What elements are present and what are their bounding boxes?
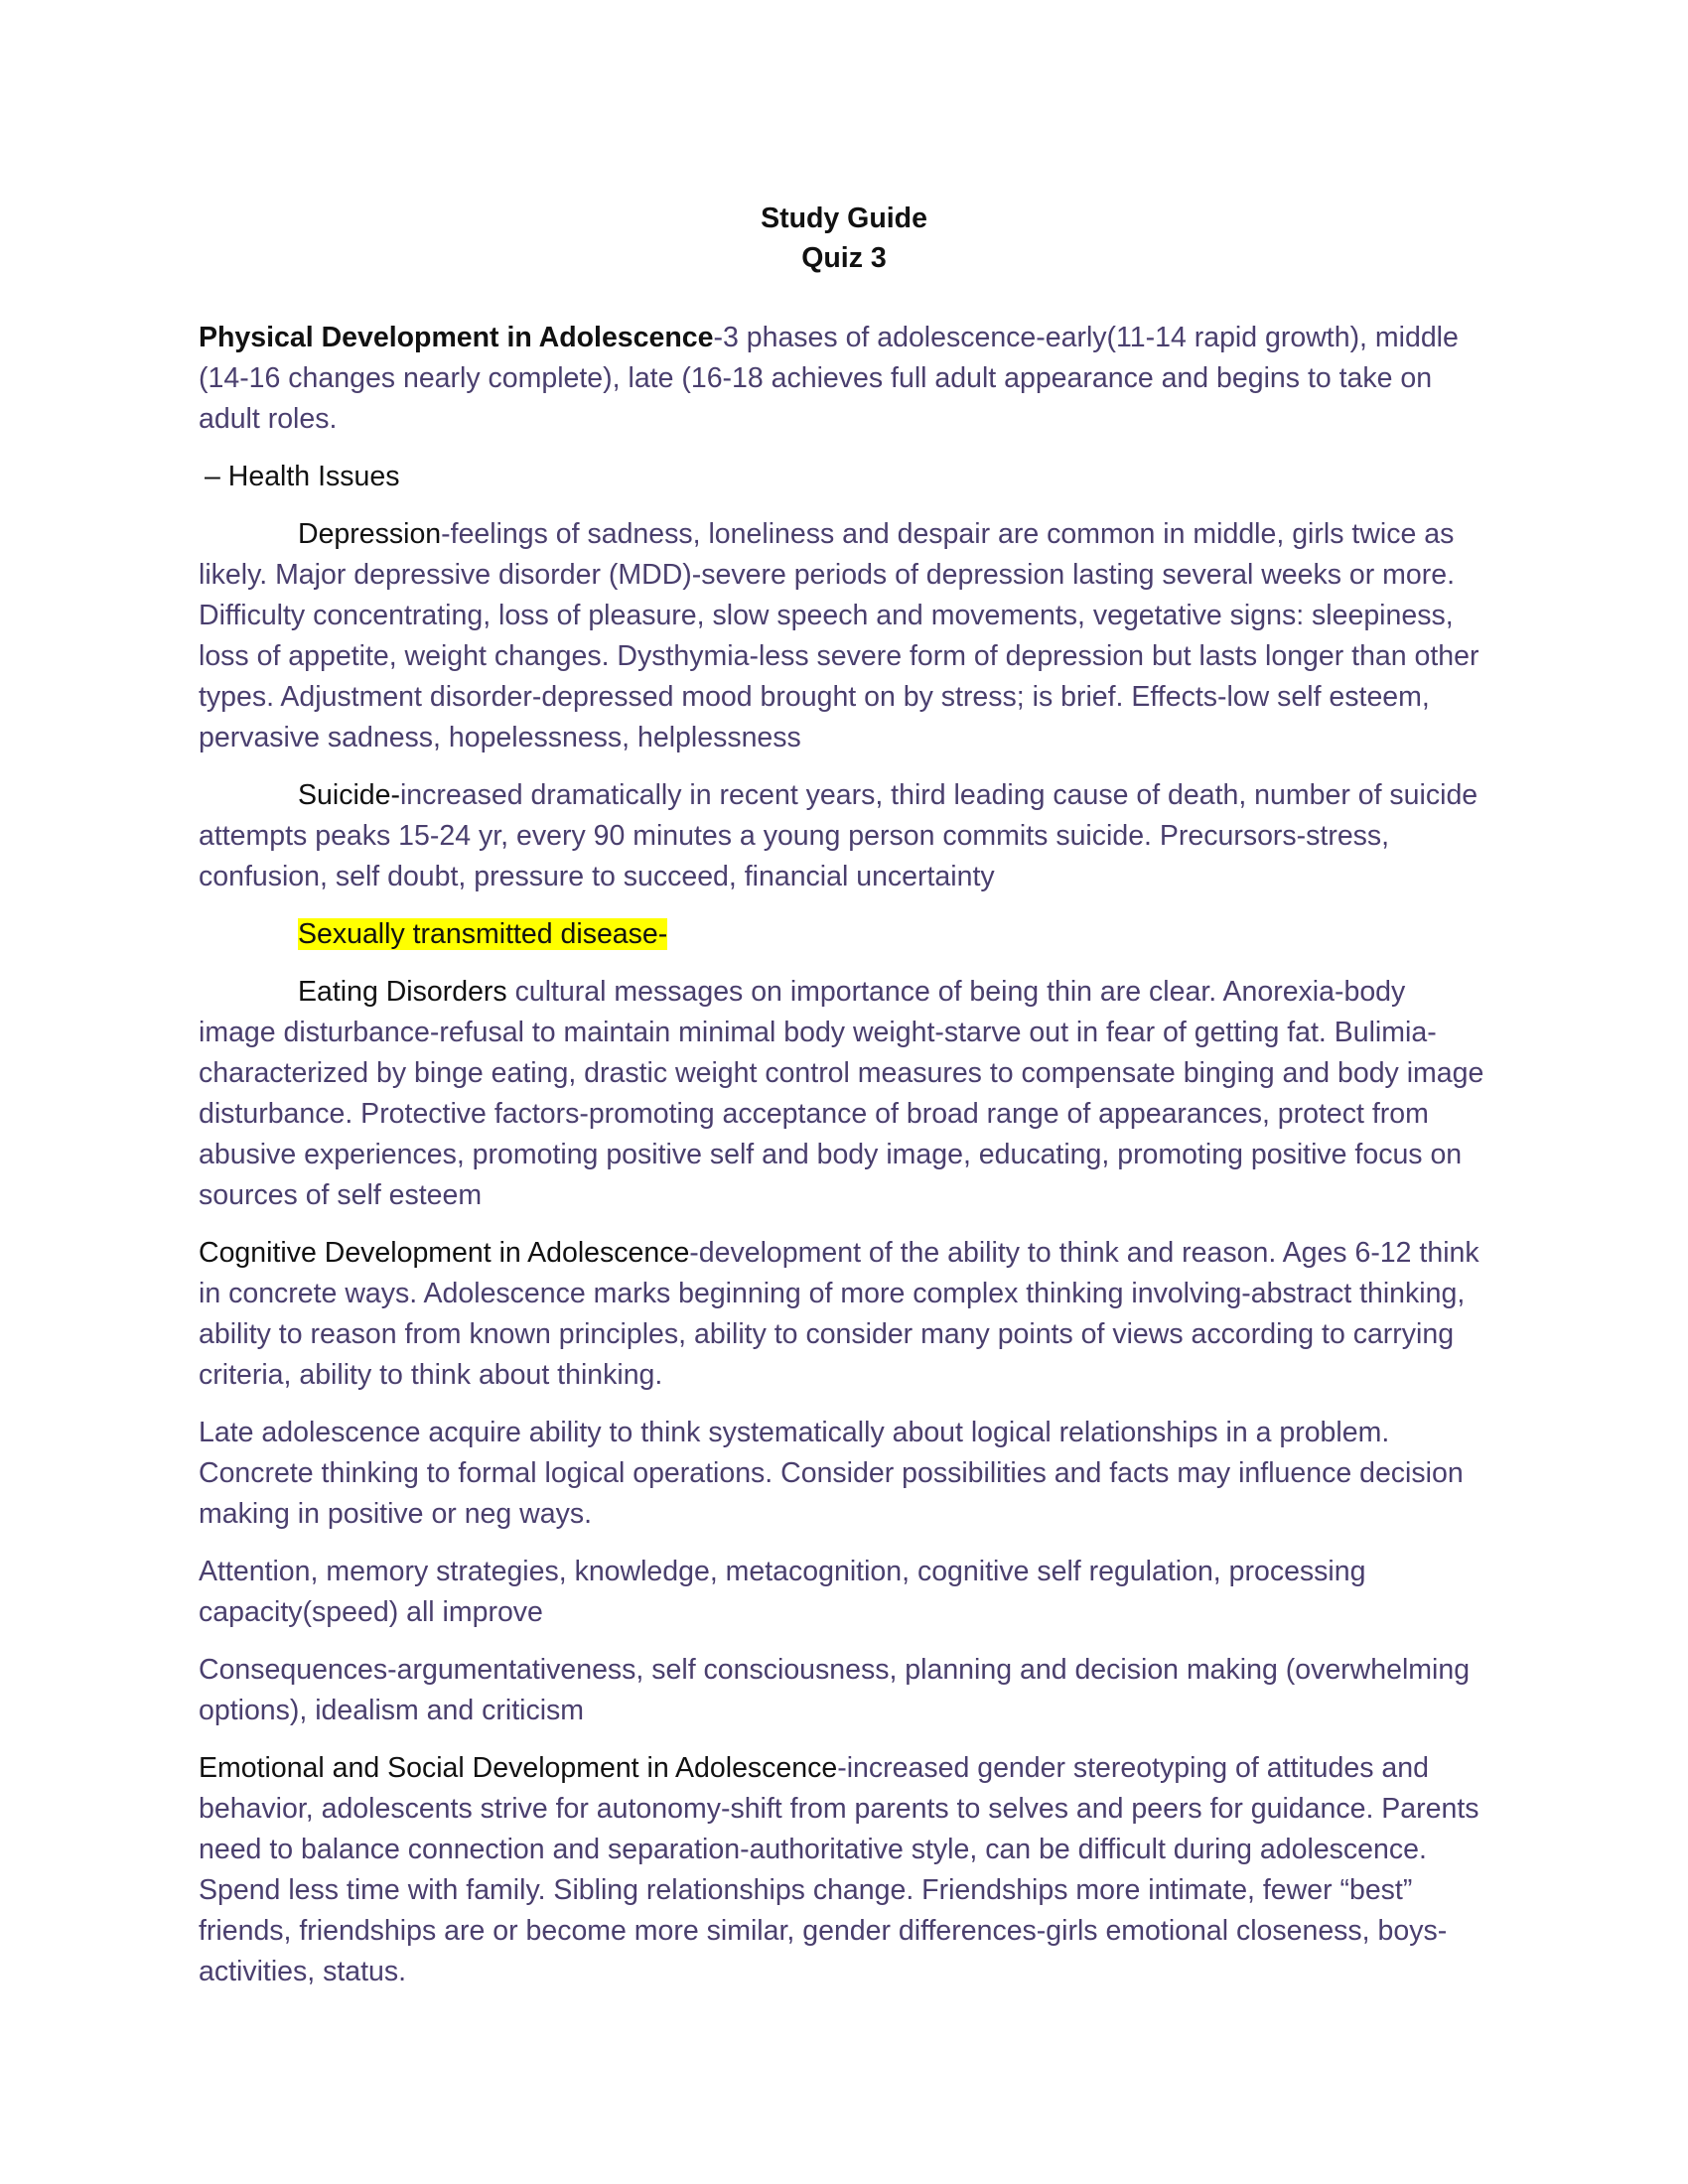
- std-paragraph: [199, 914, 1489, 955]
- health-issues-heading: – Health Issues: [205, 461, 400, 492]
- eating-disorders-heading: Eating Disorders: [298, 976, 507, 1008]
- title-block: [199, 199, 1489, 278]
- cognitive-development-paragraph: [199, 1233, 1489, 1396]
- document-body: [199, 199, 1489, 2009]
- physical-development-heading: Physical Development in Adolescence: [199, 322, 714, 353]
- depression-heading: Depression: [298, 518, 442, 550]
- physical-development-paragraph: [199, 318, 1489, 440]
- late-adolescence-paragraph: Late adolescence acquire ability to think systematically about logical relationships in a problem. Concrete thinking to formal logical operations. Consider possibilities and facts may influence decision making in positive or neg ways.: [199, 1417, 1464, 1530]
- document-subtitle: Quiz 3: [801, 242, 887, 274]
- eating-disorders-text: cultural messages on importance of being thin are clear. Anorexia-body image disturbance-refusal to maintain minimal body weight-starve out in fear of getting fat. Bulimia-characterized by binge eating, drastic weight control measures to compensate binging and body image disturbance. Protective factors-promoting acceptance of broad range of appearances, protect from abusive experiences, promoting positive self and body image, educating, promoting positive focus on sources of self esteem: [199, 976, 1484, 1211]
- std-heading: Sexually transmitted disease-: [298, 918, 668, 950]
- attention-paragraph: Attention, memory strategies, knowledge, metacognition, cognitive self regulation, processing capacity(speed) all improve: [199, 1556, 1366, 1628]
- physical-development-text: -3 phases of adolescence-early(11-14 rapid growth), middle (14-16 changes nearly complete), late (16-18 achieves full adult appearance and begins to take on adult roles.: [199, 322, 1459, 435]
- depression-paragraph: [199, 514, 1489, 758]
- suicide-paragraph: [199, 775, 1489, 897]
- emotional-social-text: -increased gender stereotyping of attitudes and behavior, adolescents strive for autonomy-shift from parents to selves and peers for guidance. Parents need to balance connection and separation-authoritative style, can be difficult during adolescence. Spend less time with family. Sibling relationships change. Friendships more intimate, fewer “best” friends, friendships are or become more similar, gender differences-girls emotional closeness, boys-activities, status.: [199, 1752, 1479, 1987]
- suicide-text: increased dramatically in recent years, third leading cause of death, number of suicide attempts peaks 15-24 yr, every 90 minutes a young person commits suicide. Precursors-stress, confusion, self doubt, pressure to succeed, financial uncertainty: [199, 779, 1478, 892]
- depression-text: -feelings of sadness, loneliness and despair are common in middle, girls twice as likely. Major depressive disorder (MDD)-severe periods of depression lasting several weeks or more. Difficulty concentrating, loss of pleasure, slow speech and movements, vegetative signs: sleepiness, loss of appetite, weight changes. Dysthymia-less severe form of depression but lasts longer than other types. Adjustment disorder-depressed mood brought on by stress; is brief. Effects-low self esteem, pervasive sadness, hopelessness, helplessness: [199, 518, 1479, 753]
- document-title: Study Guide: [761, 203, 927, 234]
- consequences-paragraph: Consequences-argumentativeness, self consciousness, planning and decision making (overwhelming options), idealism and criticism: [199, 1654, 1471, 1726]
- suicide-heading: Suicide-: [298, 779, 400, 811]
- emotional-social-heading: Emotional and Social Development in Adolescence: [199, 1752, 838, 1784]
- emotional-social-paragraph: [199, 1748, 1489, 1992]
- cognitive-development-heading: Cognitive Development in Adolescence: [199, 1237, 690, 1269]
- cognitive-development-text: -development of the ability to think and reason. Ages 6-12 think in concrete ways. Adolescence marks beginning of more complex thinking involving-abstract thinking, ability to reason from known principles, ability to consider many points of views according to carrying criteria, ability to think about thinking.: [199, 1237, 1479, 1391]
- eating-disorders-paragraph: [199, 972, 1489, 1216]
